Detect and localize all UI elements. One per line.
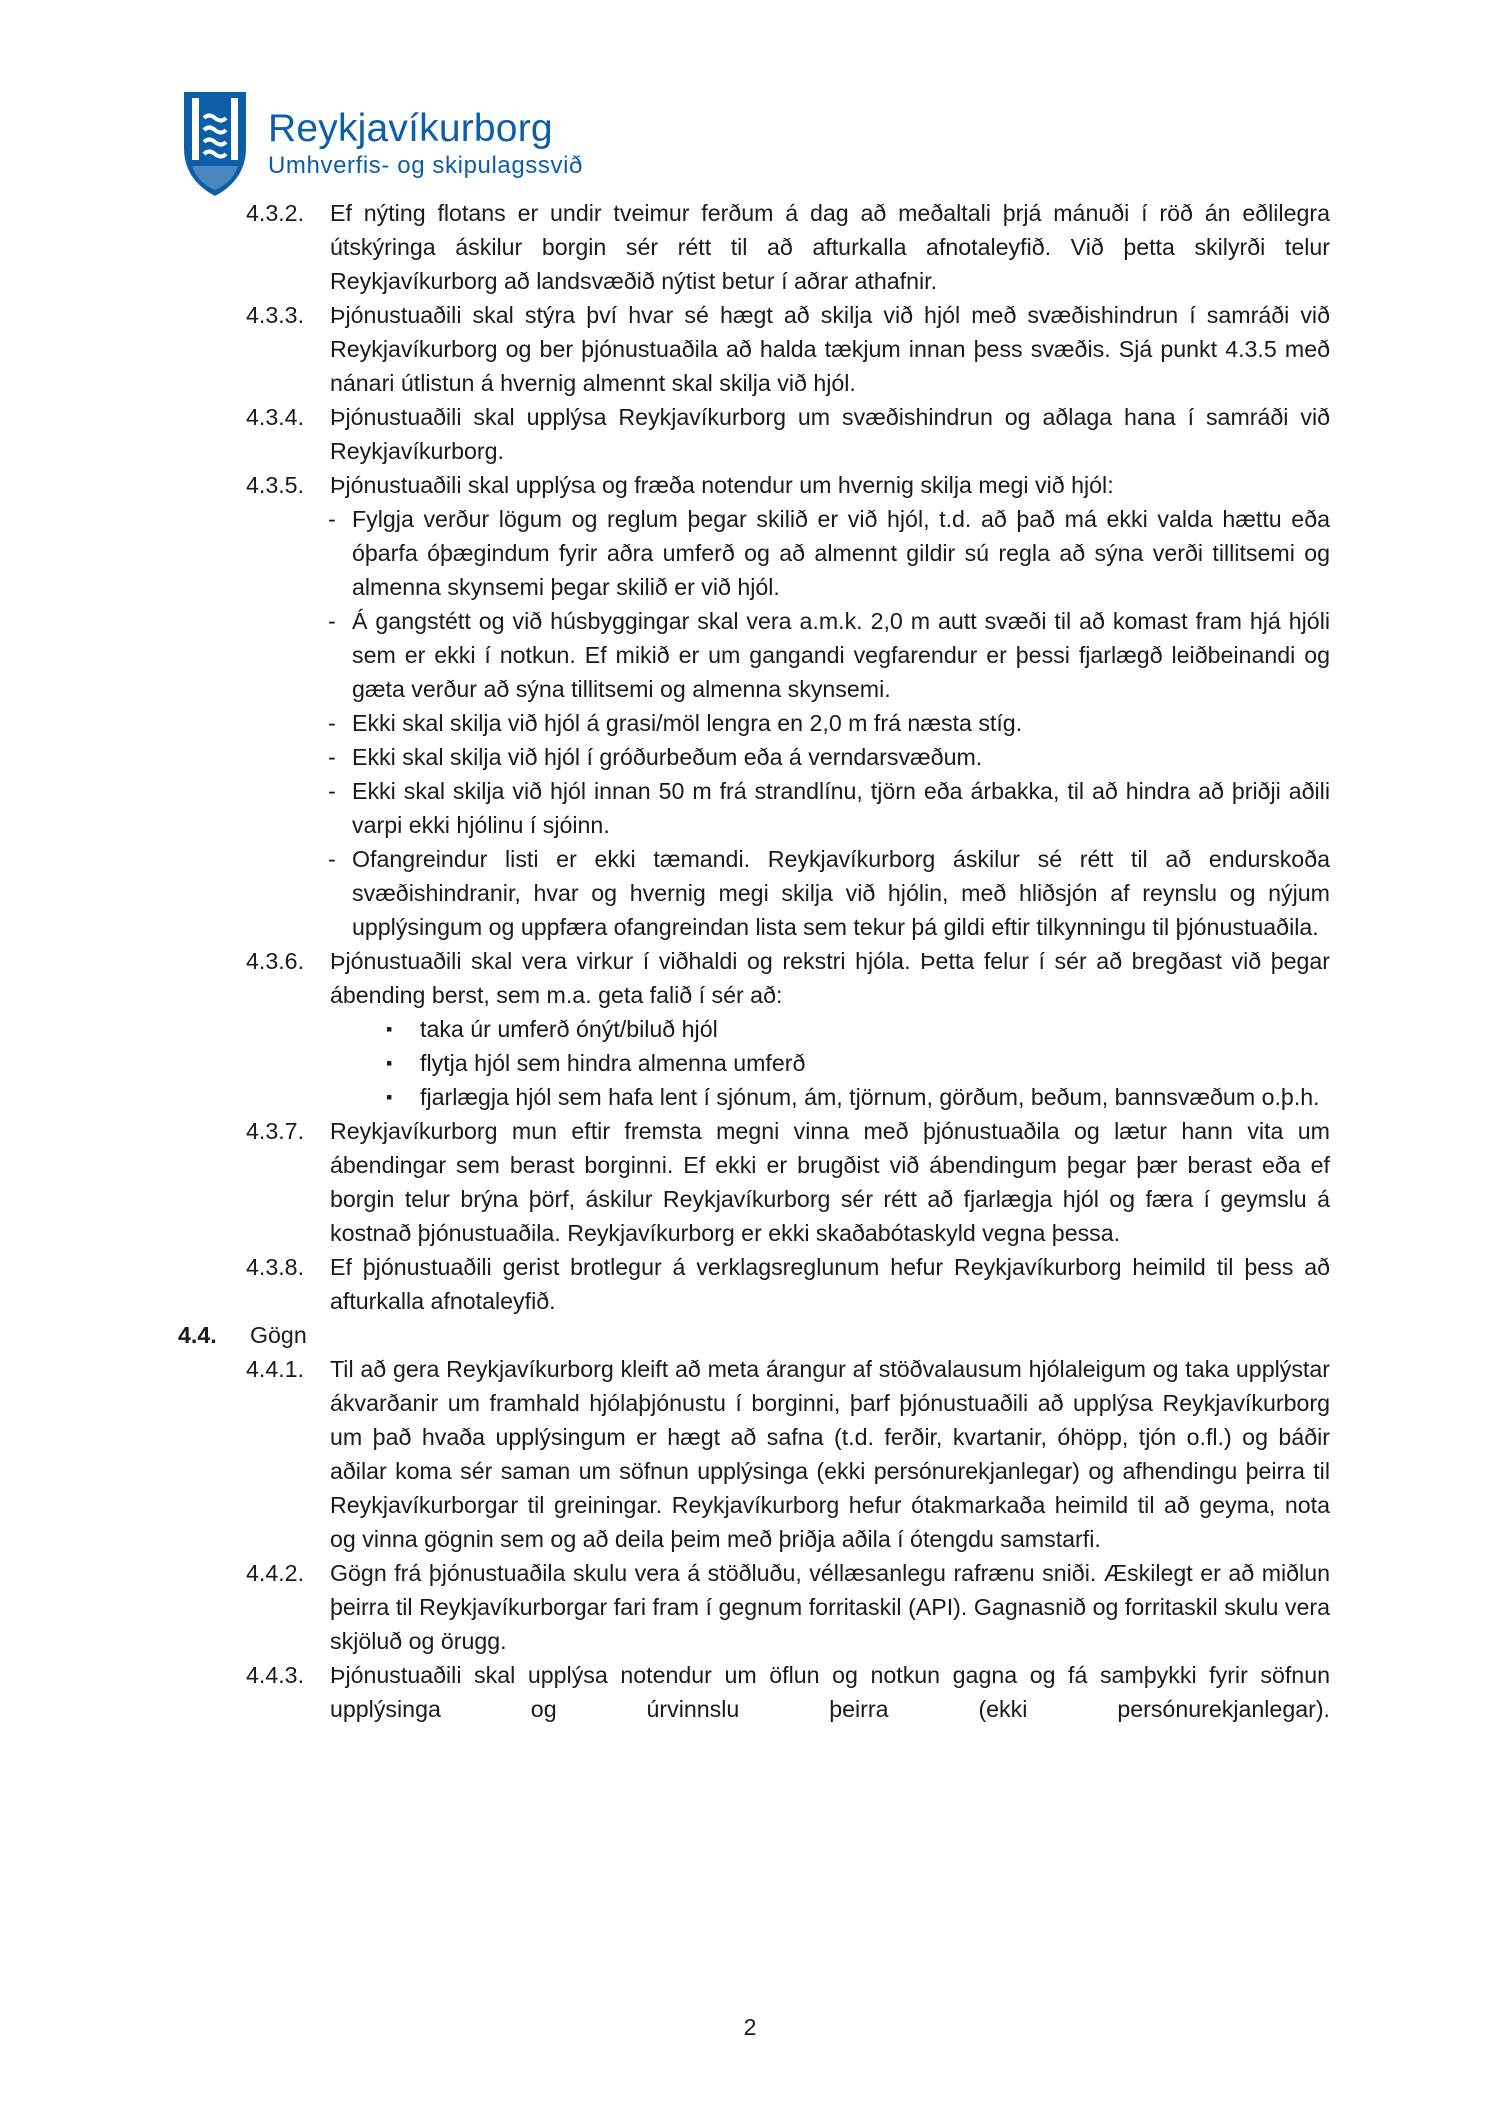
list-item-text: Á gangstétt og við húsbyggingar skal vera a.m.k. 2,0 m autt svæði til að komast fram hjá hjóli sem er ekki í notkun. Ef mikið er um gangandi vegfarendur er þessi fjarlægð leiðbeinandi og gæta verður að sýna tillitsemi og almenna skynsemi. bbox=[352, 608, 1330, 702]
clause-4-3-8 bbox=[0, 1250, 1500, 1318]
clause-text: Þjónustuaðili skal upplýsa notendur um öflun og notkun gagna og fá samþykki fyrir söfnun upplýsinga og úrvinnslu þeirra (ekki persónurekjanlegar). bbox=[330, 1662, 1330, 1722]
clause-4-4-2 bbox=[0, 1556, 1500, 1658]
clause-number: 4.3.4. bbox=[246, 404, 305, 430]
list-item-text: fjarlægja hjól sem hafa lent í sjónum, ám, tjörnum, görðum, beðum, bannsvæðum o.þ.h. bbox=[420, 1084, 1320, 1110]
bullet-list-item bbox=[0, 1046, 1500, 1080]
clause-text: Ef nýting flotans er undir tveimur ferðum á dag að meðaltali þrjá mánuði í röð án eðlilegra útskýringa áskilur borgin sér rétt til að afturkalla afnotaleyfið. Við þetta skilyrði telur Reykjavíkurborg að landsvæðið nýtist betur í aðrar athafnir. bbox=[330, 200, 1330, 294]
clause-text: Gögn frá þjónustuaðila skulu vera á stöðluðu, véllæsanlegu rafrænu sniði. Æskilegt er að miðlun þeirra til Reykjavíkurborgar fari fram í gegnum forritaskil (API). Gagnasnið og forritaskil skulu vera skjöluð og örugg. bbox=[330, 1560, 1330, 1654]
list-item-text: Ekki skal skilja við hjól innan 50 m frá strandlínu, tjörn eða árbakka, til að hindra að þriðji aðili varpi ekki hjólinu í sjóinn. bbox=[352, 778, 1330, 838]
clause-4-3-2 bbox=[0, 196, 1500, 298]
clause-text: Reykjavíkurborg mun eftir fremsta megni vinna með þjónustuaðila og lætur hann vita um ábendingar sem berast borginni. Ef ekki er brugðist við ábendingum þegar þær berast eða ef borgin telur brýna þörf, áskilur Reykjavíkurborg sér rétt að fjarlægja hjól og færa í geymslu á kostnað þjónustuaðila. Reykjavíkurborg er ekki skaðabótaskyld vegna þessa. bbox=[330, 1118, 1330, 1246]
dash-marker: - bbox=[328, 744, 336, 770]
clause-4-4-1 bbox=[0, 1352, 1500, 1556]
clause-number: 4.4.1. bbox=[246, 1356, 305, 1382]
bullet-list-item bbox=[0, 1012, 1500, 1046]
clause-number: 4.3.5. bbox=[246, 472, 305, 498]
clause-4-3-7 bbox=[0, 1114, 1500, 1250]
clause-number: 4.3.8. bbox=[246, 1254, 305, 1280]
document-body bbox=[0, 196, 1500, 1726]
square-bullet-icon: ▪ bbox=[386, 1019, 393, 1039]
division-name: Umhverfis- og skipulagssvið bbox=[268, 152, 583, 179]
list-item-text: Ofangreindur listi er ekki tæmandi. Reykjavíkurborg áskilur sé rétt til að endurskoða svæðishindranir, hvar og hvernig megi skilja við hjólin, með hliðsjón af reynslu og nýjum upplýsingum og uppfæra ofangreindan lista sem tekur þá gildi eftir tilkynningu til þjónustuaðila. bbox=[352, 846, 1330, 940]
clause-number: 4.3.7. bbox=[246, 1118, 305, 1144]
clause-text: Þjónustuaðili skal upplýsa og fræða notendur um hvernig skilja megi við hjól: bbox=[330, 472, 1114, 498]
section-number: 4.4. bbox=[178, 1322, 217, 1348]
clause-4-4-3 bbox=[0, 1658, 1500, 1726]
clause-4-3-6 bbox=[0, 944, 1500, 1012]
clause-text: Þjónustuaðili skal upplýsa Reykjavíkurborg um svæðishindrun og aðlaga hana í samráði við Reykjavíkurborg. bbox=[330, 404, 1330, 464]
dash-list-item bbox=[0, 604, 1500, 706]
clause-text: Þjónustuaðili skal stýra því hvar sé hægt að skilja við hjól með svæðishindrun í samráði við Reykjavíkurborg og ber þjónustuaðila að halda tækjum innan þess svæðis. Sjá punkt 4.3.5 með nánari útlistun á hvernig almennt skal skilja við hjól. bbox=[330, 302, 1330, 396]
dash-marker: - bbox=[328, 710, 336, 736]
list-item-text: Fylgja verður lögum og reglum þegar skilið er við hjól, t.d. að það má ekki valda hættu eða óþarfa óþægindum fyrir aðra umferð og að almennt gildir sú regla að sýna verði tillitsemi og almenna skynsemi þegar skilið er við hjól. bbox=[352, 506, 1330, 600]
clause-number: 4.4.2. bbox=[246, 1560, 305, 1586]
dash-marker: - bbox=[328, 846, 336, 872]
clause-text: Ef þjónustuaðili gerist brotlegur á verklagsreglunum hefur Reykjavíkurborg heimild til þess að afturkalla afnotaleyfið. bbox=[330, 1254, 1330, 1314]
header-logo bbox=[182, 90, 583, 198]
square-bullet-icon: ▪ bbox=[386, 1087, 393, 1107]
org-name: Reykjavíkurborg bbox=[268, 107, 553, 150]
bullet-list-item bbox=[0, 1080, 1500, 1114]
clause-number: 4.3.6. bbox=[246, 948, 305, 974]
dash-list-item bbox=[0, 502, 1500, 604]
clause-text: Til að gera Reykjavíkurborg kleift að meta árangur af stöðvalausum hjólaleigum og taka upplýstar ákvarðanir um framhald hjólaþjónustu í borginni, þarf þjónustuaðili að upplýsa Reykjavíkurborg um það hvaða upplýsingum er hægt að safna (t.d. ferðir, kvartanir, óhöpp, tjón o.fl.) og báðir aðilar koma sér saman um söfnun upplýsinga (ekki persónurekjanlegar) og afhendingu þeirra til Reykjavíkurborgar til greiningar. Reykjavíkurborg hefur ótakmarkaða heimild til að geyma, nota og vinna gögnin sem og að deila þeim með þriðja aðila í ótengdu samstarfi. bbox=[330, 1356, 1330, 1552]
dash-list-item bbox=[0, 706, 1500, 740]
clause-text: Þjónustuaðili skal vera virkur í viðhaldi og rekstri hjóla. Þetta felur í sér að bregðast við þegar ábending berst, sem m.a. geta falið í sér að: bbox=[330, 948, 1330, 1008]
dash-list-item bbox=[0, 774, 1500, 842]
clause-4-3-5 bbox=[0, 468, 1500, 502]
list-item-text: flytja hjól sem hindra almenna umferð bbox=[420, 1050, 806, 1076]
page-number: 2 bbox=[743, 2014, 757, 2040]
list-item-text: Ekki skal skilja við hjól í gróðurbeðum eða á verndarsvæðum. bbox=[352, 744, 983, 770]
dash-list-item bbox=[0, 842, 1500, 944]
section-heading-4-4 bbox=[0, 1318, 1500, 1352]
list-item-text: taka úr umferð ónýt/biluð hjól bbox=[420, 1016, 718, 1042]
list-item-text: Ekki skal skilja við hjól á grasi/möl lengra en 2,0 m frá næsta stíg. bbox=[352, 710, 1023, 736]
clause-4-3-4 bbox=[0, 400, 1500, 468]
clause-number: 4.3.3. bbox=[246, 302, 305, 328]
square-bullet-icon: ▪ bbox=[386, 1053, 393, 1073]
dash-marker: - bbox=[328, 506, 336, 532]
reykjavik-crest-icon bbox=[182, 90, 248, 198]
dash-marker: - bbox=[328, 778, 336, 804]
dash-list-item bbox=[0, 740, 1500, 774]
clause-4-3-3 bbox=[0, 298, 1500, 400]
dash-marker: - bbox=[328, 608, 336, 634]
clause-number: 4.4.3. bbox=[246, 1662, 305, 1688]
clause-number: 4.3.2. bbox=[246, 200, 305, 226]
section-title: Gögn bbox=[250, 1322, 307, 1348]
